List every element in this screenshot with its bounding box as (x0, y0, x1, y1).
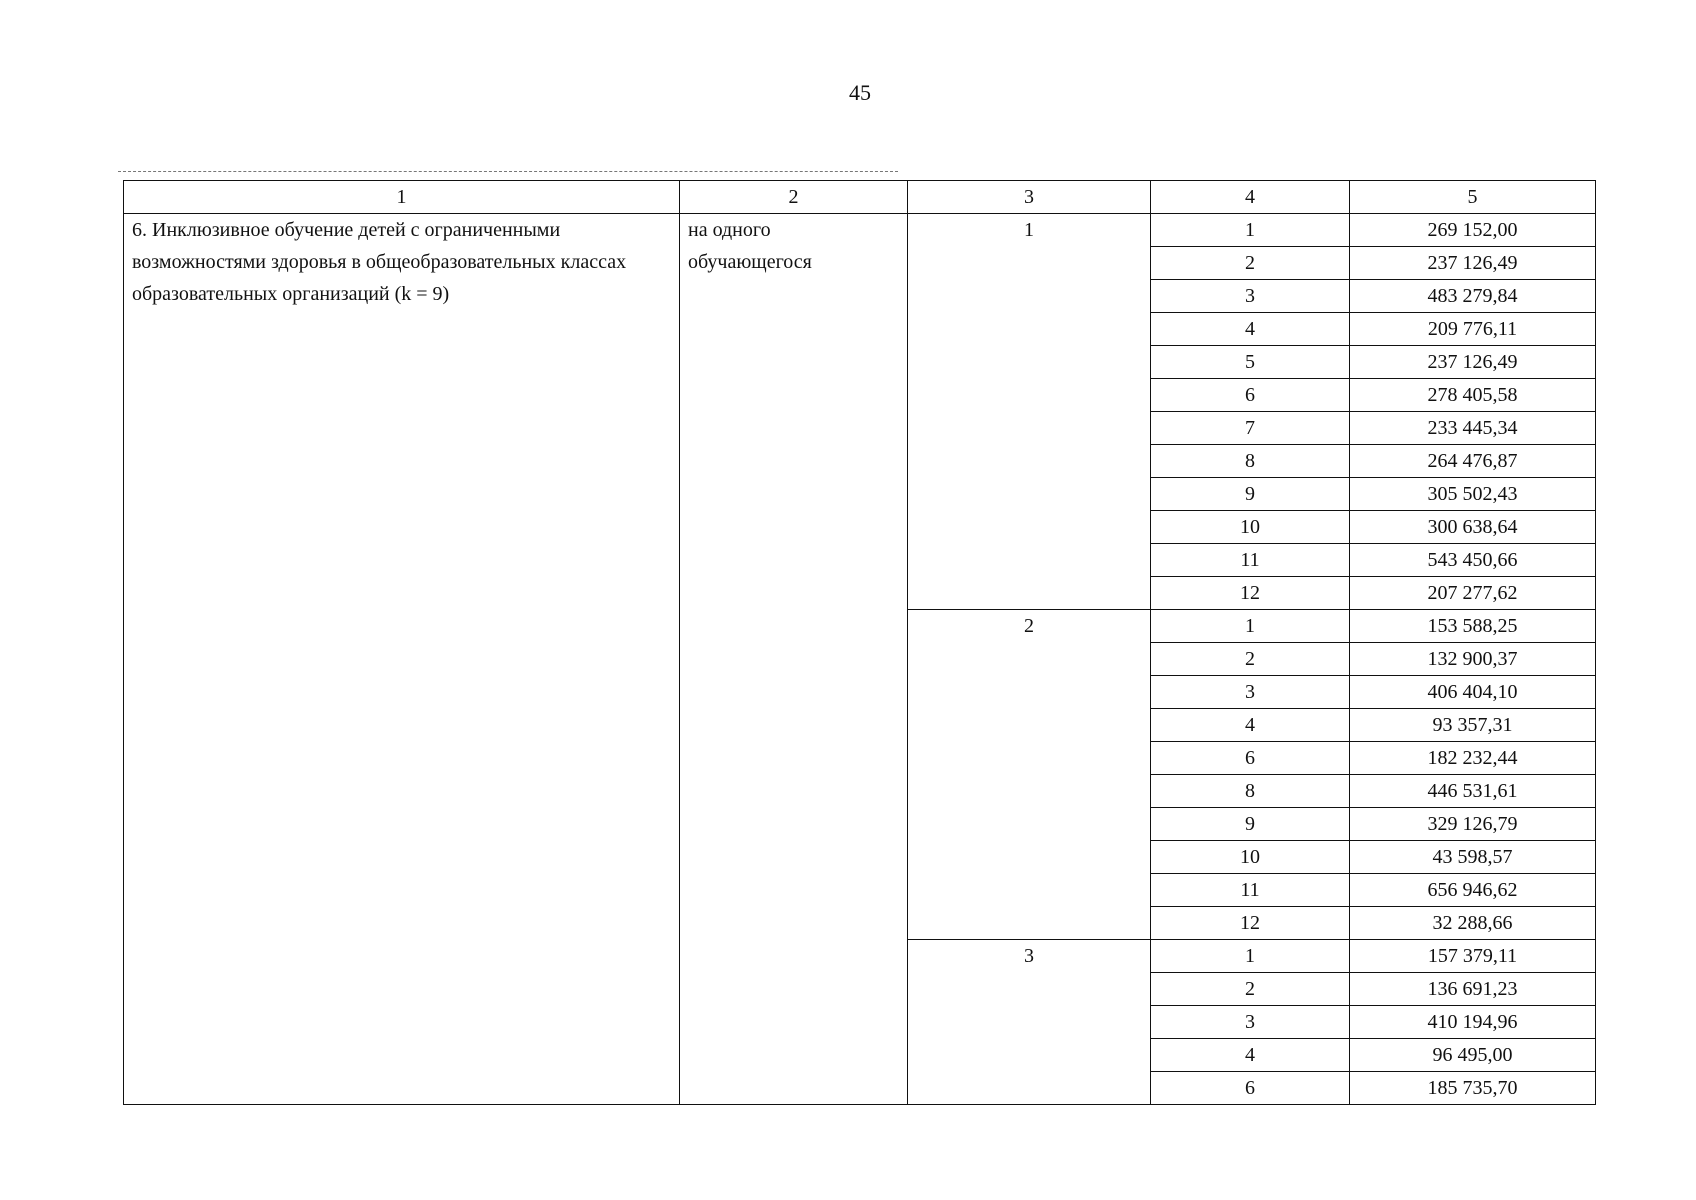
row-number: 11 (1151, 544, 1350, 577)
row-number: 2 (1151, 973, 1350, 1006)
group-label: 1 (908, 214, 1151, 610)
row-number: 4 (1151, 709, 1350, 742)
cost-value: 269 152,00 (1350, 214, 1596, 247)
cost-value: 237 126,49 (1350, 346, 1596, 379)
cost-value: 185 735,70 (1350, 1072, 1596, 1105)
cost-value: 543 450,66 (1350, 544, 1596, 577)
unit-of-measure: на одного обучающегося (680, 214, 908, 1105)
group-label: 3 (908, 940, 1151, 1105)
row-number: 12 (1151, 577, 1350, 610)
column-header: 5 (1350, 181, 1596, 214)
page-number: 45 (849, 80, 871, 105)
row-number: 7 (1151, 412, 1350, 445)
group-label: 2 (908, 610, 1151, 940)
row-number: 4 (1151, 1039, 1350, 1072)
cost-value: 32 288,66 (1350, 907, 1596, 940)
cost-value: 43 598,57 (1350, 841, 1596, 874)
cost-value: 446 531,61 (1350, 775, 1596, 808)
service-description: 6. Инклюзивное обучение детей с ограниченными возможностями здоровья в общеобразовательных классах образовательных организаций (k = 9) (124, 214, 680, 1105)
row-number: 9 (1151, 808, 1350, 841)
row-number: 10 (1151, 841, 1350, 874)
row-number: 10 (1151, 511, 1350, 544)
cost-value: 237 126,49 (1350, 247, 1596, 280)
row-number: 4 (1151, 313, 1350, 346)
row-number: 8 (1151, 775, 1350, 808)
cost-value: 483 279,84 (1350, 280, 1596, 313)
cost-value: 207 277,62 (1350, 577, 1596, 610)
column-header: 3 (908, 181, 1151, 214)
cost-value: 136 691,23 (1350, 973, 1596, 1006)
cost-value: 329 126,79 (1350, 808, 1596, 841)
row-number: 12 (1151, 907, 1350, 940)
row-number: 11 (1151, 874, 1350, 907)
cost-value: 264 476,87 (1350, 445, 1596, 478)
row-number: 3 (1151, 280, 1350, 313)
row-number: 2 (1151, 247, 1350, 280)
row-number: 6 (1151, 1072, 1350, 1105)
row-number: 8 (1151, 445, 1350, 478)
row-number: 5 (1151, 346, 1350, 379)
tariff-table (123, 180, 1596, 1105)
cost-value: 96 495,00 (1350, 1039, 1596, 1072)
column-header: 1 (124, 181, 680, 214)
row-number: 9 (1151, 478, 1350, 511)
cost-value: 656 946,62 (1350, 874, 1596, 907)
column-header: 2 (680, 181, 908, 214)
column-header: 4 (1151, 181, 1350, 214)
cost-value: 153 588,25 (1350, 610, 1596, 643)
cost-value: 278 405,58 (1350, 379, 1596, 412)
cost-value: 233 445,34 (1350, 412, 1596, 445)
top-rule (118, 171, 898, 172)
row-number: 1 (1151, 940, 1350, 973)
row-number: 6 (1151, 742, 1350, 775)
cost-value: 209 776,11 (1350, 313, 1596, 346)
cost-value: 157 379,11 (1350, 940, 1596, 973)
table-row (124, 214, 1596, 247)
cost-value: 406 404,10 (1350, 676, 1596, 709)
header-row (124, 181, 1596, 214)
row-number: 3 (1151, 676, 1350, 709)
row-number: 1 (1151, 610, 1350, 643)
table-body (124, 214, 1596, 1105)
cost-value: 305 502,43 (1350, 478, 1596, 511)
cost-value: 410 194,96 (1350, 1006, 1596, 1039)
row-number: 1 (1151, 214, 1350, 247)
row-number: 6 (1151, 379, 1350, 412)
cost-value: 300 638,64 (1350, 511, 1596, 544)
row-number: 3 (1151, 1006, 1350, 1039)
cost-value: 132 900,37 (1350, 643, 1596, 676)
cost-value: 182 232,44 (1350, 742, 1596, 775)
row-number: 2 (1151, 643, 1350, 676)
cost-value: 93 357,31 (1350, 709, 1596, 742)
